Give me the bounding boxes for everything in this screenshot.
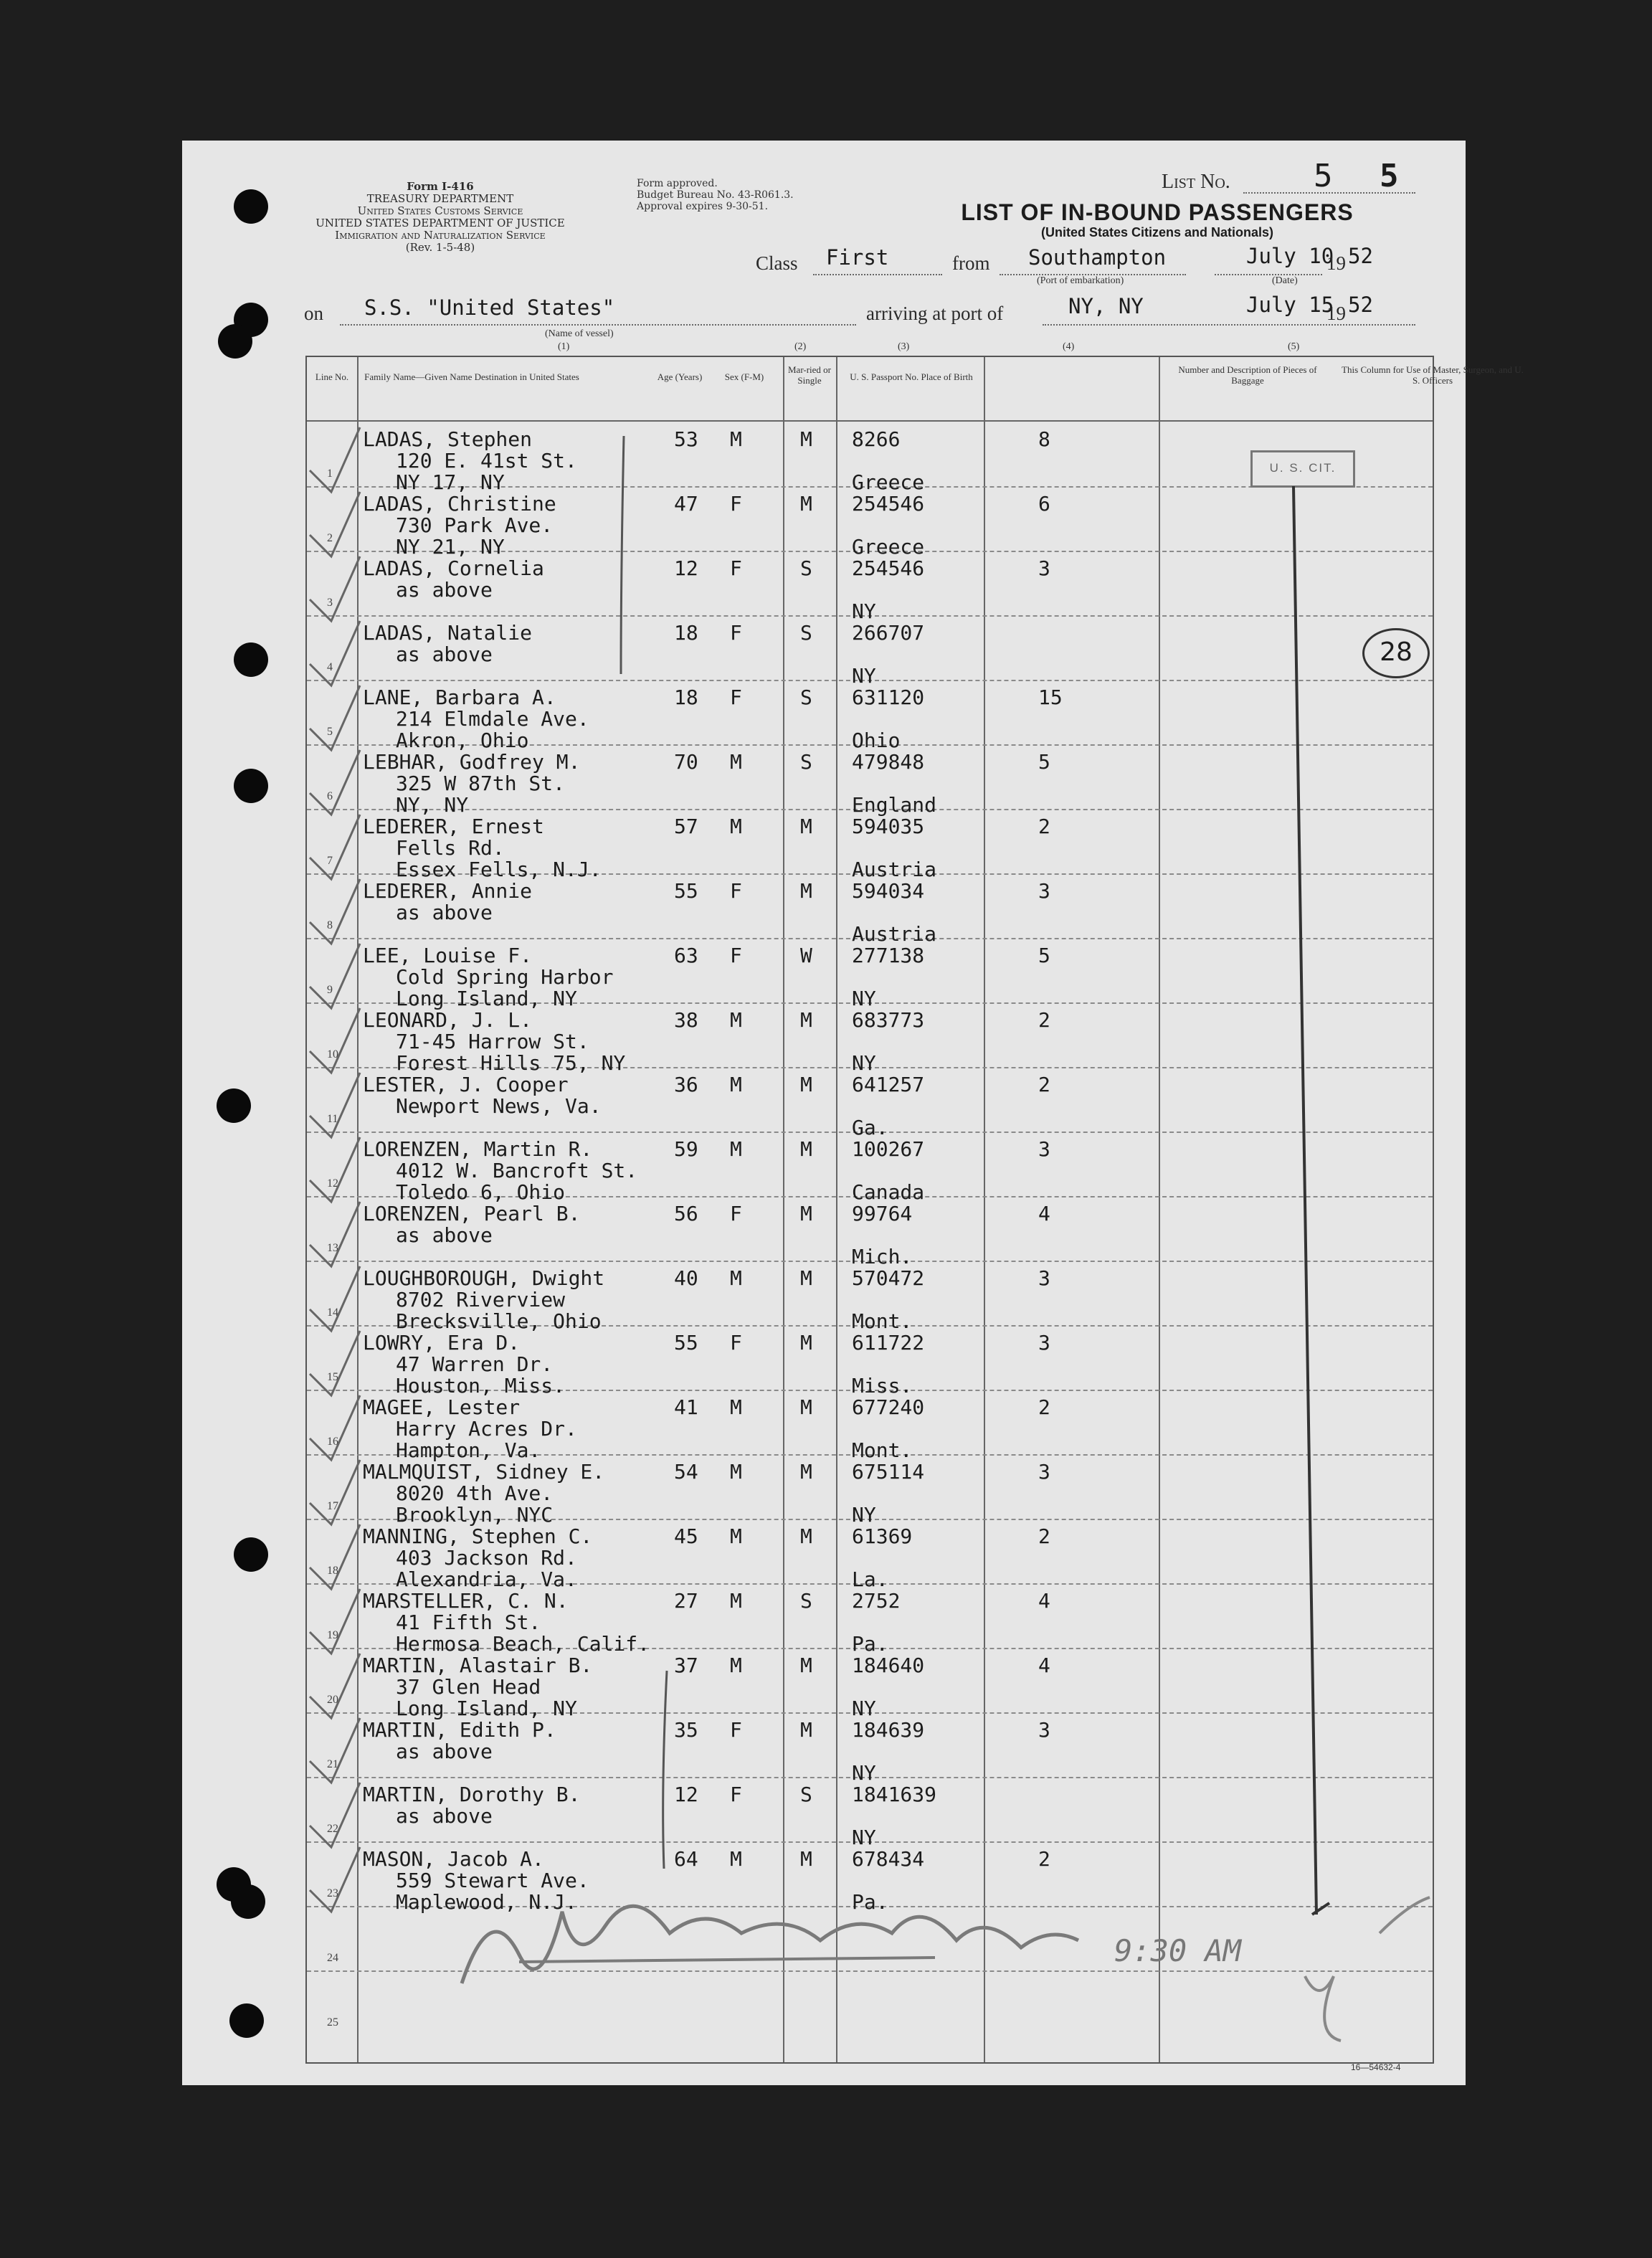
passenger-name: LANE, Barbara A. bbox=[363, 686, 556, 709]
embark-year: 52 bbox=[1348, 244, 1373, 268]
passenger-age: 38 bbox=[674, 1008, 698, 1032]
passenger-address: as above bbox=[396, 578, 493, 602]
passenger-age: 36 bbox=[674, 1073, 698, 1096]
passenger-sex: M bbox=[730, 1137, 742, 1161]
list-no-stamp: 5 bbox=[1380, 158, 1399, 194]
passenger-city: Hampton, Va. bbox=[396, 1438, 541, 1462]
column-number: (3) bbox=[898, 341, 910, 352]
form-code: 16—54632-4 bbox=[1351, 2062, 1401, 2072]
form-revision: (Rev. 1-5-48) bbox=[405, 241, 475, 254]
passenger-age: 57 bbox=[674, 815, 698, 838]
passenger-name: LADAS, Stephen bbox=[363, 427, 533, 451]
passenger-sex: F bbox=[730, 1718, 742, 1742]
passport-number: 184639 bbox=[852, 1718, 925, 1742]
officer-column-line bbox=[1293, 486, 1316, 1915]
passenger-age: 18 bbox=[674, 621, 698, 645]
column-number: (2) bbox=[794, 341, 807, 352]
line-number: 23 bbox=[327, 1887, 338, 1899]
list-no-label: List No. bbox=[1162, 171, 1230, 193]
passenger-city: Brecksville, Ohio bbox=[396, 1309, 602, 1333]
passenger-sex: M bbox=[730, 1008, 742, 1032]
passenger-marital-status: M bbox=[800, 1137, 812, 1161]
official-signature bbox=[462, 1906, 1078, 1983]
passenger-address: as above bbox=[396, 642, 493, 666]
place-of-birth: Austria bbox=[852, 858, 937, 881]
line-number: 12 bbox=[327, 1177, 338, 1190]
passport-number: 99764 bbox=[852, 1202, 913, 1225]
port-caption: (Port of embarkation) bbox=[1037, 275, 1124, 286]
from-label: from bbox=[952, 252, 990, 274]
passenger-sex: F bbox=[730, 1783, 742, 1806]
place-of-birth: NY bbox=[852, 1051, 876, 1075]
passenger-address: 8020 4th Ave. bbox=[396, 1481, 554, 1505]
header-passport: U. S. Passport No. Place of Birth bbox=[850, 371, 973, 382]
passenger-sex: F bbox=[730, 1331, 742, 1355]
line-number: 2 bbox=[327, 532, 333, 544]
passport-number: 675114 bbox=[852, 1460, 925, 1484]
approval-line: Form approved. bbox=[637, 178, 718, 189]
on-label: on bbox=[304, 303, 323, 324]
passport-number: 1841639 bbox=[852, 1783, 937, 1806]
column-number: (4) bbox=[1063, 341, 1075, 352]
line-number: 20 bbox=[327, 1694, 338, 1706]
embark-date: July 10 bbox=[1246, 244, 1334, 268]
passenger-sex: F bbox=[730, 1202, 742, 1225]
line-number: 10 bbox=[327, 1048, 338, 1061]
line-number: 16 bbox=[327, 1436, 338, 1448]
passenger-city: NY 21, NY bbox=[396, 535, 505, 559]
list-no-value: 5 bbox=[1314, 158, 1333, 194]
passenger-marital-status: M bbox=[800, 1460, 812, 1484]
passenger-marital-status: M bbox=[800, 1331, 812, 1355]
passenger-address: as above bbox=[396, 1804, 493, 1828]
passenger-sex: M bbox=[730, 815, 742, 838]
place-of-birth: Mont. bbox=[852, 1438, 913, 1462]
line-number: 14 bbox=[327, 1306, 338, 1319]
passenger-address: 37 Glen Head bbox=[396, 1675, 541, 1699]
treasury-dept: TREASURY DEPARTMENT bbox=[366, 192, 514, 205]
passport-number: 254546 bbox=[852, 492, 925, 516]
passenger-name: MANNING, Stephen C. bbox=[363, 1524, 593, 1548]
passenger-address: 403 Jackson Rd. bbox=[396, 1546, 577, 1570]
header-married: Mar-ried or Single bbox=[787, 364, 832, 386]
passenger-address: 47 Warren Dr. bbox=[396, 1352, 554, 1376]
passenger-marital-status: M bbox=[800, 1266, 812, 1290]
passport-number: 8266 bbox=[852, 427, 901, 451]
baggage-count: 4 bbox=[1038, 1202, 1050, 1225]
passenger-age: 18 bbox=[674, 686, 698, 709]
baggage-count: 3 bbox=[1038, 1460, 1050, 1484]
line-number: 18 bbox=[327, 1565, 338, 1577]
passenger-city: Brooklyn, NYC bbox=[396, 1503, 554, 1527]
line-number: 3 bbox=[327, 597, 333, 609]
line-number: 9 bbox=[327, 984, 333, 996]
bracket-mark bbox=[663, 1671, 667, 1869]
place-of-birth: NY bbox=[852, 599, 876, 623]
baggage-count: 2 bbox=[1038, 1073, 1050, 1096]
passport-number: 100267 bbox=[852, 1137, 925, 1161]
passport-number: 641257 bbox=[852, 1073, 925, 1096]
passenger-address: 730 Park Ave. bbox=[396, 513, 554, 537]
initial-mark bbox=[1305, 1897, 1430, 2041]
passenger-marital-status: W bbox=[800, 944, 812, 967]
passenger-name: LORENZEN, Martin R. bbox=[363, 1137, 593, 1161]
passenger-marital-status: M bbox=[800, 1524, 812, 1548]
baggage-count: 4 bbox=[1038, 1589, 1050, 1613]
bracket-mark bbox=[621, 436, 624, 674]
passenger-sex: M bbox=[730, 1460, 742, 1484]
column-number: (1) bbox=[558, 341, 570, 352]
line-number: 15 bbox=[327, 1371, 338, 1383]
baggage-count: 3 bbox=[1038, 1718, 1050, 1742]
place-of-birth: NY bbox=[852, 1761, 876, 1785]
customs-service: United States Customs Service bbox=[357, 204, 523, 217]
passport-number: 677240 bbox=[852, 1395, 925, 1419]
header-age: Age (Years) bbox=[657, 371, 703, 382]
line-number: 13 bbox=[327, 1242, 338, 1254]
ins-service: Immigration and Naturalization Service bbox=[335, 229, 546, 242]
arrival-port: NY, NY bbox=[1068, 294, 1144, 318]
passenger-city: Long Island, NY bbox=[396, 987, 577, 1010]
passenger-name: LEDERER, Ernest bbox=[363, 815, 544, 838]
passenger-marital-status: S bbox=[800, 686, 812, 709]
passenger-marital-status: S bbox=[800, 1783, 812, 1806]
passenger-sex: F bbox=[730, 492, 742, 516]
place-of-birth: Miss. bbox=[852, 1374, 913, 1398]
passenger-address: Fells Rd. bbox=[396, 836, 505, 860]
place-of-birth: Pa. bbox=[852, 1632, 888, 1656]
place-of-birth: Pa. bbox=[852, 1890, 888, 1914]
passport-number: 570472 bbox=[852, 1266, 925, 1290]
passport-number: 631120 bbox=[852, 686, 925, 709]
place-of-birth: Ga. bbox=[852, 1116, 888, 1139]
passenger-name: LEBHAR, Godfrey M. bbox=[363, 750, 581, 774]
passenger-name: MARTIN, Alastair B. bbox=[363, 1654, 593, 1677]
passenger-address: Cold Spring Harbor bbox=[396, 965, 614, 989]
header-line-no: Line No. bbox=[315, 371, 349, 382]
baggage-count: 2 bbox=[1038, 815, 1050, 838]
baggage-count: 3 bbox=[1038, 556, 1050, 580]
arrival-year-prefix: 19 bbox=[1326, 303, 1346, 324]
passenger-name: LEONARD, J. L. bbox=[363, 1008, 533, 1032]
passenger-name: LOWRY, Era D. bbox=[363, 1331, 521, 1355]
passenger-age: 40 bbox=[674, 1266, 698, 1290]
line-number: 19 bbox=[327, 1629, 338, 1641]
passenger-age: 53 bbox=[674, 427, 698, 451]
passenger-marital-status: M bbox=[800, 1073, 812, 1096]
baggage-count: 2 bbox=[1038, 1524, 1050, 1548]
column-number: (5) bbox=[1288, 341, 1300, 352]
passenger-marital-status: S bbox=[800, 621, 812, 645]
passenger-age: 55 bbox=[674, 1331, 698, 1355]
place-of-birth: England bbox=[852, 793, 937, 817]
header-sex: Sex (F-M) bbox=[724, 371, 764, 382]
passenger-age: 41 bbox=[674, 1395, 698, 1419]
passenger-age: 12 bbox=[674, 1783, 698, 1806]
passenger-marital-status: M bbox=[800, 1847, 812, 1871]
passenger-address: Newport News, Va. bbox=[396, 1094, 602, 1118]
place-of-birth: NY bbox=[852, 987, 876, 1010]
signature-time: 9:30 AM bbox=[1114, 1933, 1242, 1968]
baggage-count: 8 bbox=[1038, 427, 1050, 451]
passenger-sex: F bbox=[730, 621, 742, 645]
passenger-age: 45 bbox=[674, 1524, 698, 1548]
header-officers: This Column for Use of Master, Surgeon, and U. S. Officers bbox=[1342, 364, 1524, 386]
passport-number: 479848 bbox=[852, 750, 925, 774]
baggage-count: 2 bbox=[1038, 1008, 1050, 1032]
passport-number: 594035 bbox=[852, 815, 925, 838]
passenger-age: 54 bbox=[674, 1460, 698, 1484]
embark-port: Southampton bbox=[1028, 245, 1167, 270]
passenger-address: 120 E. 41st St. bbox=[396, 449, 577, 473]
line-number: 1 bbox=[327, 468, 333, 480]
passenger-address: 214 Elmdale Ave. bbox=[396, 707, 589, 731]
passenger-city: Maplewood, N.J. bbox=[396, 1890, 577, 1914]
passenger-sex: M bbox=[730, 1073, 742, 1096]
line-number: 22 bbox=[327, 1823, 338, 1835]
place-of-birth: Ohio bbox=[852, 729, 901, 752]
passenger-sex: M bbox=[730, 1395, 742, 1419]
embark-year-prefix: 19 bbox=[1326, 252, 1346, 274]
passenger-address: Harry Acres Dr. bbox=[396, 1417, 577, 1441]
passenger-sex: F bbox=[730, 556, 742, 580]
approval-line: Budget Bureau No. 43-R061.3. bbox=[637, 189, 794, 201]
passenger-sex: M bbox=[730, 1654, 742, 1677]
place-of-birth: NY bbox=[852, 1826, 876, 1849]
us-citizen-stamp: U. S. CIT. bbox=[1250, 450, 1355, 488]
passenger-marital-status: M bbox=[800, 1654, 812, 1677]
passenger-address: as above bbox=[396, 1740, 493, 1763]
place-of-birth: Austria bbox=[852, 922, 937, 946]
passenger-address: 4012 W. Bancroft St. bbox=[396, 1159, 638, 1182]
document-subtitle: (United States Citizens and Nationals) bbox=[1040, 225, 1274, 239]
passenger-name: MARSTELLER, C. N. bbox=[363, 1589, 569, 1613]
passenger-marital-status: M bbox=[800, 1202, 812, 1225]
line-number: 8 bbox=[327, 919, 333, 931]
passport-number: 683773 bbox=[852, 1008, 925, 1032]
vessel-name: S.S. "United States" bbox=[364, 295, 615, 320]
passenger-marital-status: S bbox=[800, 1589, 812, 1613]
passenger-address: 559 Stewart Ave. bbox=[396, 1869, 589, 1892]
arrival-year: 52 bbox=[1348, 293, 1373, 317]
approval-line: Approval expires 9-30-51. bbox=[637, 201, 769, 212]
checkmarks bbox=[310, 427, 360, 1912]
passenger-name: MARTIN, Dorothy B. bbox=[363, 1783, 581, 1806]
passenger-city: Toledo 6, Ohio bbox=[396, 1180, 566, 1204]
place-of-birth: La. bbox=[852, 1567, 888, 1591]
baggage-count: 3 bbox=[1038, 1331, 1050, 1355]
arriving-label: arriving at port of bbox=[866, 303, 1004, 324]
place-of-birth: Greece bbox=[852, 470, 925, 494]
header-baggage: Number and Description of Pieces of Baggage bbox=[1178, 364, 1317, 386]
passenger-age: 35 bbox=[674, 1718, 698, 1742]
line-number: 11 bbox=[327, 1113, 338, 1125]
passenger-marital-status: M bbox=[800, 492, 812, 516]
line-number: 4 bbox=[327, 661, 333, 673]
passenger-age: 55 bbox=[674, 879, 698, 903]
passenger-marital-status: M bbox=[800, 815, 812, 838]
passenger-city: Houston, Miss. bbox=[396, 1374, 566, 1398]
baggage-count: 3 bbox=[1038, 1137, 1050, 1161]
line-number: 25 bbox=[327, 2016, 338, 2029]
passenger-marital-status: M bbox=[800, 1008, 812, 1032]
baggage-count: 5 bbox=[1038, 750, 1050, 774]
passenger-name: LEE, Louise F. bbox=[363, 944, 533, 967]
passenger-name: LESTER, J. Cooper bbox=[363, 1073, 569, 1096]
justice-dept: UNITED STATES DEPARTMENT OF JUSTICE bbox=[315, 217, 565, 229]
passenger-name: LADAS, Cornelia bbox=[363, 556, 544, 580]
passenger-city: Akron, Ohio bbox=[396, 729, 529, 752]
class-value: First bbox=[826, 245, 889, 270]
passenger-name: LEDERER, Annie bbox=[363, 879, 533, 903]
passenger-marital-status: M bbox=[800, 879, 812, 903]
place-of-birth: Greece bbox=[852, 535, 925, 559]
arrival-date: July 15 bbox=[1246, 293, 1334, 317]
place-of-birth: NY bbox=[852, 664, 876, 688]
passport-number: 254546 bbox=[852, 556, 925, 580]
passport-number: 2752 bbox=[852, 1589, 901, 1613]
passenger-city: NY, NY bbox=[396, 793, 469, 817]
passenger-address: as above bbox=[396, 901, 493, 924]
passenger-name: LOUGHBOROUGH, Dwight bbox=[363, 1266, 605, 1290]
passenger-sex: M bbox=[730, 427, 742, 451]
baggage-count: 2 bbox=[1038, 1847, 1050, 1871]
document-title: LIST OF IN-BOUND PASSENGERS bbox=[961, 199, 1354, 225]
passenger-sex: M bbox=[730, 750, 742, 774]
passenger-marital-status: M bbox=[800, 1395, 812, 1419]
passenger-age: 59 bbox=[674, 1137, 698, 1161]
passport-number: 277138 bbox=[852, 944, 925, 967]
class-label: Class bbox=[756, 252, 798, 274]
passenger-city: Forest Hills 75, NY bbox=[396, 1051, 626, 1075]
place-of-birth: NY bbox=[852, 1697, 876, 1720]
passenger-age: 70 bbox=[674, 750, 698, 774]
passenger-age: 37 bbox=[674, 1654, 698, 1677]
passenger-city: Hermosa Beach, Calif. bbox=[396, 1632, 650, 1656]
baggage-count: 15 bbox=[1038, 686, 1063, 709]
passenger-age: 56 bbox=[674, 1202, 698, 1225]
place-of-birth: Mont. bbox=[852, 1309, 913, 1333]
passport-number: 266707 bbox=[852, 621, 925, 645]
line-number: 7 bbox=[327, 855, 333, 867]
form-number: Form I-416 bbox=[407, 180, 474, 193]
passenger-city: Alexandria, Va. bbox=[396, 1567, 577, 1591]
passenger-name: MALMQUIST, Sidney E. bbox=[363, 1460, 605, 1484]
passenger-sex: F bbox=[730, 879, 742, 903]
passenger-address: 41 Fifth St. bbox=[396, 1611, 541, 1634]
passenger-marital-status: S bbox=[800, 556, 812, 580]
passenger-sex: F bbox=[730, 944, 742, 967]
passenger-sex: M bbox=[730, 1589, 742, 1613]
line-number: 24 bbox=[327, 1952, 338, 1964]
passenger-city: Long Island, NY bbox=[396, 1697, 577, 1720]
passenger-city: Essex Fells, N.J. bbox=[396, 858, 602, 881]
header-family-name: Family Name—Given Name Destination in United States bbox=[364, 371, 579, 382]
line-number: 17 bbox=[327, 1500, 338, 1512]
passport-number: 184640 bbox=[852, 1654, 925, 1677]
passenger-age: 64 bbox=[674, 1847, 698, 1871]
manifest-page bbox=[182, 141, 1524, 2085]
circled-count: 28 bbox=[1362, 628, 1430, 678]
baggage-count: 4 bbox=[1038, 1654, 1050, 1677]
baggage-count: 5 bbox=[1038, 944, 1050, 967]
passenger-sex: F bbox=[730, 686, 742, 709]
passenger-name: LADAS, Natalie bbox=[363, 621, 533, 645]
place-of-birth: Canada bbox=[852, 1180, 925, 1204]
passport-number: 594034 bbox=[852, 879, 925, 903]
baggage-count: 3 bbox=[1038, 1266, 1050, 1290]
place-of-birth: Mich. bbox=[852, 1245, 913, 1268]
officer-line-tick bbox=[1312, 1903, 1329, 1915]
baggage-count: 2 bbox=[1038, 1395, 1050, 1419]
passenger-address: 71-45 Harrow St. bbox=[396, 1030, 589, 1053]
passenger-address: 325 W 87th St. bbox=[396, 772, 566, 795]
passenger-age: 47 bbox=[674, 492, 698, 516]
pencil-marks bbox=[182, 141, 1466, 2085]
line-number: 6 bbox=[327, 790, 333, 802]
passenger-name: MARTIN, Edith P. bbox=[363, 1718, 556, 1742]
passenger-marital-status: M bbox=[800, 427, 812, 451]
passenger-city: NY 17, NY bbox=[396, 470, 505, 494]
passenger-marital-status: S bbox=[800, 750, 812, 774]
date-caption: (Date) bbox=[1272, 275, 1298, 286]
passenger-name: LORENZEN, Pearl B. bbox=[363, 1202, 581, 1225]
passenger-age: 27 bbox=[674, 1589, 698, 1613]
line-number: 21 bbox=[327, 1758, 338, 1770]
baggage-count: 6 bbox=[1038, 492, 1050, 516]
passenger-address: 8702 Riverview bbox=[396, 1288, 566, 1311]
vessel-caption: (Name of vessel) bbox=[545, 328, 614, 339]
passenger-address: as above bbox=[396, 1223, 493, 1247]
passenger-sex: M bbox=[730, 1524, 742, 1548]
place-of-birth: NY bbox=[852, 1503, 876, 1527]
passenger-name: MASON, Jacob A. bbox=[363, 1847, 544, 1871]
passport-number: 61369 bbox=[852, 1524, 913, 1548]
passenger-sex: M bbox=[730, 1266, 742, 1290]
baggage-count: 3 bbox=[1038, 879, 1050, 903]
line-number: 5 bbox=[327, 726, 333, 738]
signature-strike bbox=[519, 1958, 935, 1962]
passenger-age: 63 bbox=[674, 944, 698, 967]
passenger-age: 12 bbox=[674, 556, 698, 580]
passenger-name: LADAS, Christine bbox=[363, 492, 556, 516]
passenger-marital-status: M bbox=[800, 1718, 812, 1742]
passport-number: 611722 bbox=[852, 1331, 925, 1355]
passenger-sex: M bbox=[730, 1847, 742, 1871]
passenger-name: MAGEE, Lester bbox=[363, 1395, 521, 1419]
passport-number: 678434 bbox=[852, 1847, 925, 1871]
